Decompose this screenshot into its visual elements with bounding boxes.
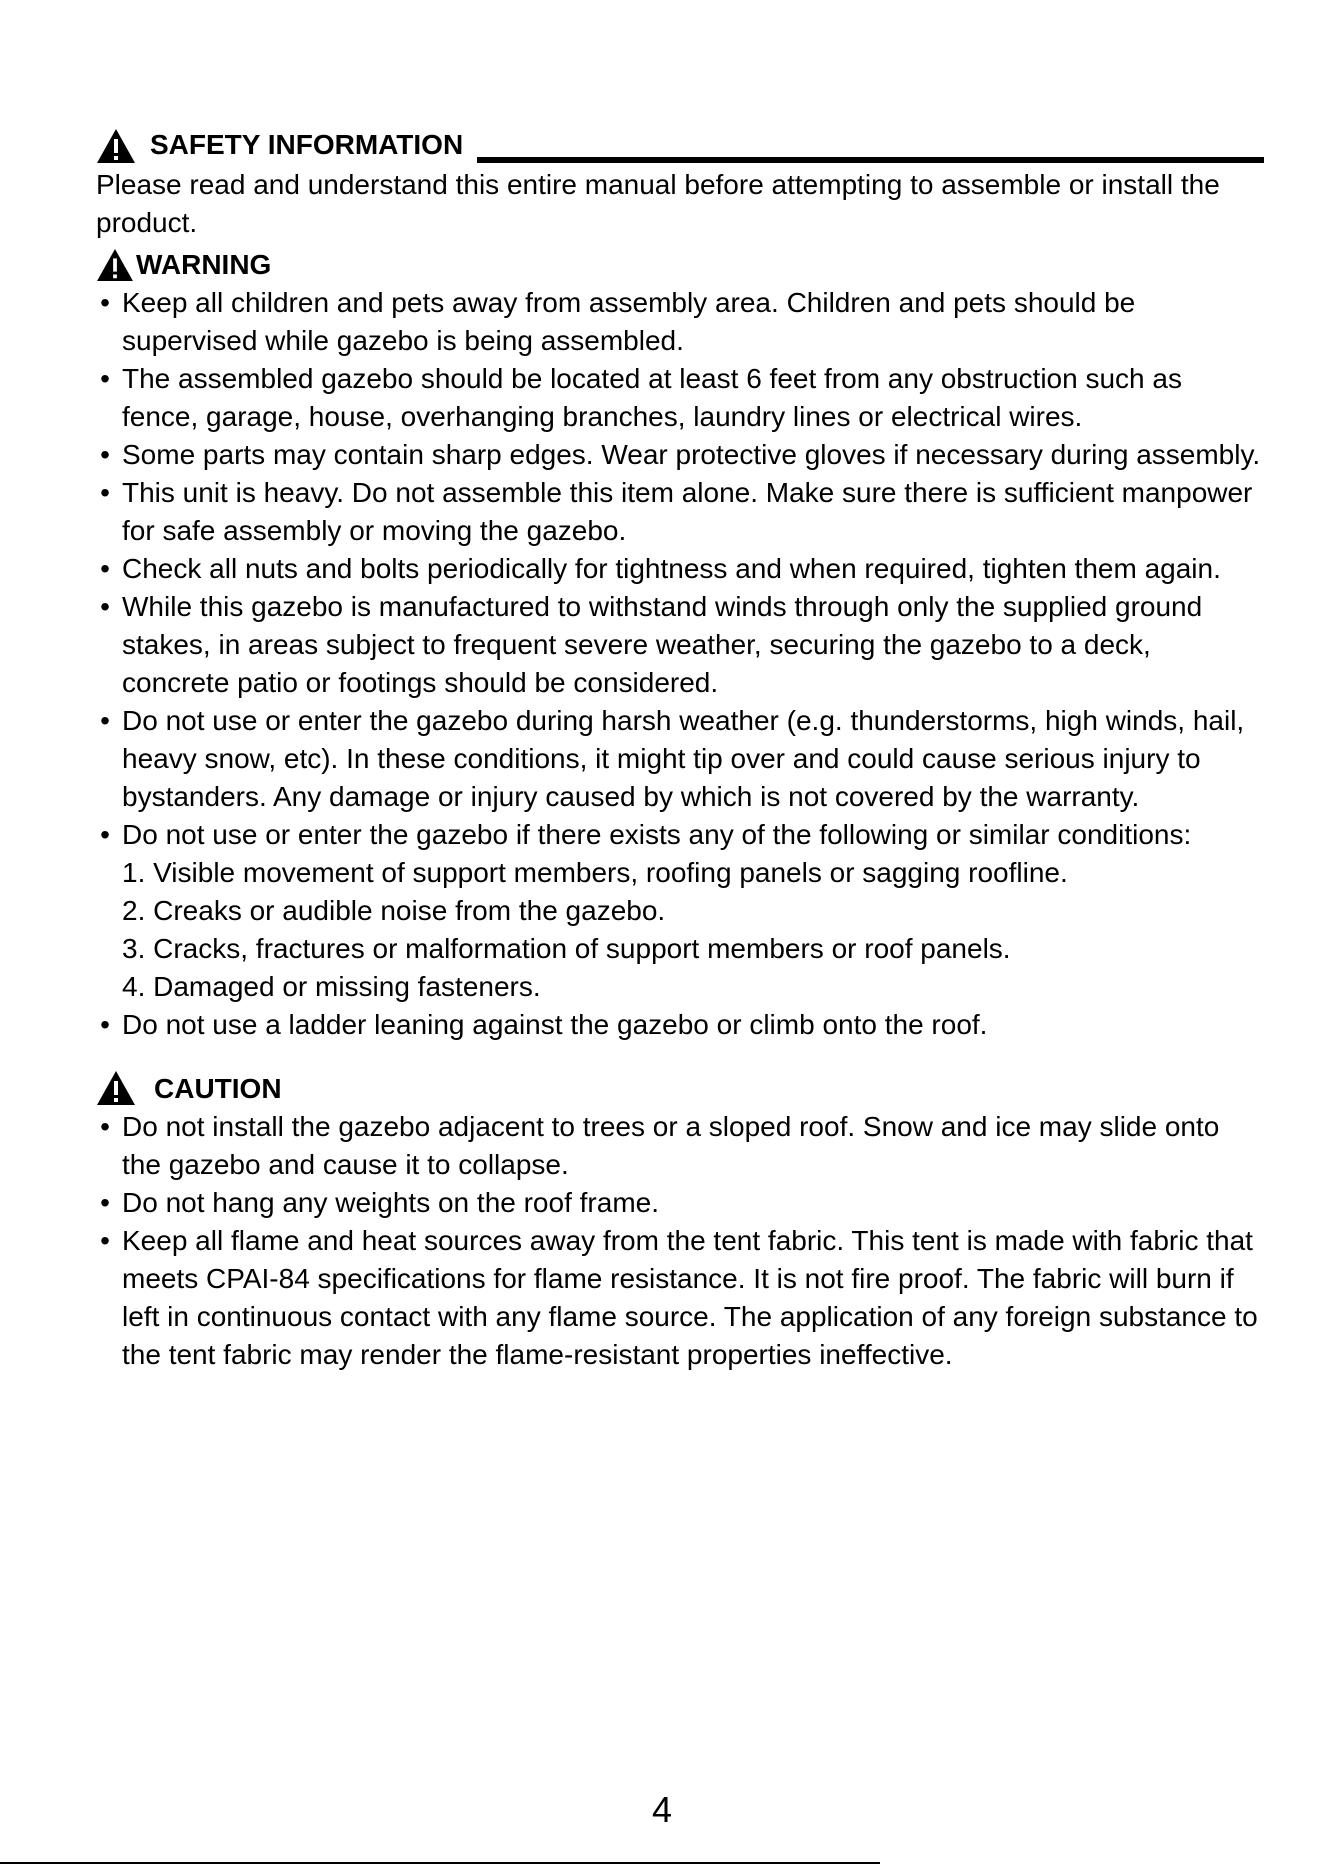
caution-header <box>96 1070 1264 1106</box>
page-number: 4 <box>651 1789 673 1830</box>
safety-content <box>96 128 1264 1374</box>
bullet-icon: • <box>100 287 110 318</box>
list-item: • Do not hang any weights on the roof frame. <box>96 1184 1264 1222</box>
warning-triangle-icon <box>96 248 134 282</box>
caution-title: CAUTION <box>154 1073 282 1104</box>
list-item: • Check all nuts and bolts periodically for tightness and when required, tighten them again. <box>96 550 1264 588</box>
bullet-icon: • <box>100 1225 110 1256</box>
warning-triangle-icon <box>96 1070 136 1106</box>
bullet-icon: • <box>100 819 110 850</box>
list-item: • While this gazebo is manufactured to withstand winds through only the supplied ground stakes, in areas subject to frequent severe weather, securing the gazebo to a deck, concrete patio or footings should be considered. <box>96 588 1264 702</box>
warning-title: WARNING <box>136 249 272 280</box>
safety-header <box>96 128 1264 164</box>
list-item: • Some parts may contain sharp edges. Wear protective gloves if necessary during assembly. <box>96 436 1264 474</box>
bullet-icon: • <box>100 477 110 508</box>
list-item: • Keep all flame and heat sources away from the tent fabric. This tent is made with fabric that meets CPAI-84 specifications for flame resistance. It is not fire proof. The fabric will burn if left in continuous contact with any flame source. The application of any foreign substance to the tent fabric may render the flame-resistant properties ineffective. <box>96 1222 1264 1374</box>
warning-triangle-icon <box>96 128 136 164</box>
list-item: • Do not use or enter the gazebo if there exists any of the following or similar conditions: 1. Visible movement of support members, roofing panels or sagging roofline. 2. Creaks or audible noise from the gazebo. 3. Cracks, fractures or malformation of support members or roof panels. 4. Damaged or missing fasteners. <box>96 816 1264 1006</box>
header-rule <box>477 157 1264 163</box>
safety-title: SAFETY INFORMATION <box>150 129 464 160</box>
warning-list <box>96 284 1264 1044</box>
bullet-icon: • <box>100 1187 110 1218</box>
bullet-icon: • <box>100 553 110 584</box>
list-item: • Do not use a ladder leaning against the gazebo or climb onto the roof. <box>96 1006 1264 1044</box>
bullet-icon: • <box>100 363 110 394</box>
bullet-icon: • <box>100 439 110 470</box>
bullet-icon: • <box>100 591 110 622</box>
footer-rule <box>0 1862 880 1864</box>
warning-header <box>96 248 1264 282</box>
condition-item: 4. Damaged or missing fasteners. <box>122 971 541 1002</box>
condition-item: 1. Visible movement of support members, roofing panels or sagging roofline. <box>122 857 1068 888</box>
list-item: • Keep all children and pets away from assembly area. Children and pets should be supervised while gazebo is being assembled. <box>96 284 1264 360</box>
list-item: • This unit is heavy. Do not assemble this item alone. Make sure there is sufficient manpower for safe assembly or moving the gazebo. <box>96 474 1264 550</box>
list-item: • The assembled gazebo should be located at least 6 feet from any obstruction such as fence, garage, house, overhanging branches, laundry lines or electrical wires. <box>96 360 1264 436</box>
bullet-icon: • <box>100 1009 110 1040</box>
condition-item: 3. Cracks, fractures or malformation of support members or roof panels. <box>122 933 1011 964</box>
bullet-icon: • <box>100 705 110 736</box>
condition-item: 2. Creaks or audible noise from the gazebo. <box>122 895 666 926</box>
conditions-list <box>122 854 1264 1006</box>
list-item: • Do not install the gazebo adjacent to trees or a sloped roof. Snow and ice may slide onto the gazebo and cause it to collapse. <box>96 1108 1264 1184</box>
list-item: • Do not use or enter the gazebo during harsh weather (e.g. thunderstorms, high winds, hail, heavy snow, etc). In these conditions, it might tip over and could cause serious injury to bystanders. Any damage or injury caused by which is not covered by the warranty. <box>96 702 1264 816</box>
caution-list <box>96 1108 1264 1374</box>
intro-text: Please read and understand this entire manual before attempting to assemble or install the product. <box>96 169 1220 238</box>
bullet-icon: • <box>100 1111 110 1142</box>
